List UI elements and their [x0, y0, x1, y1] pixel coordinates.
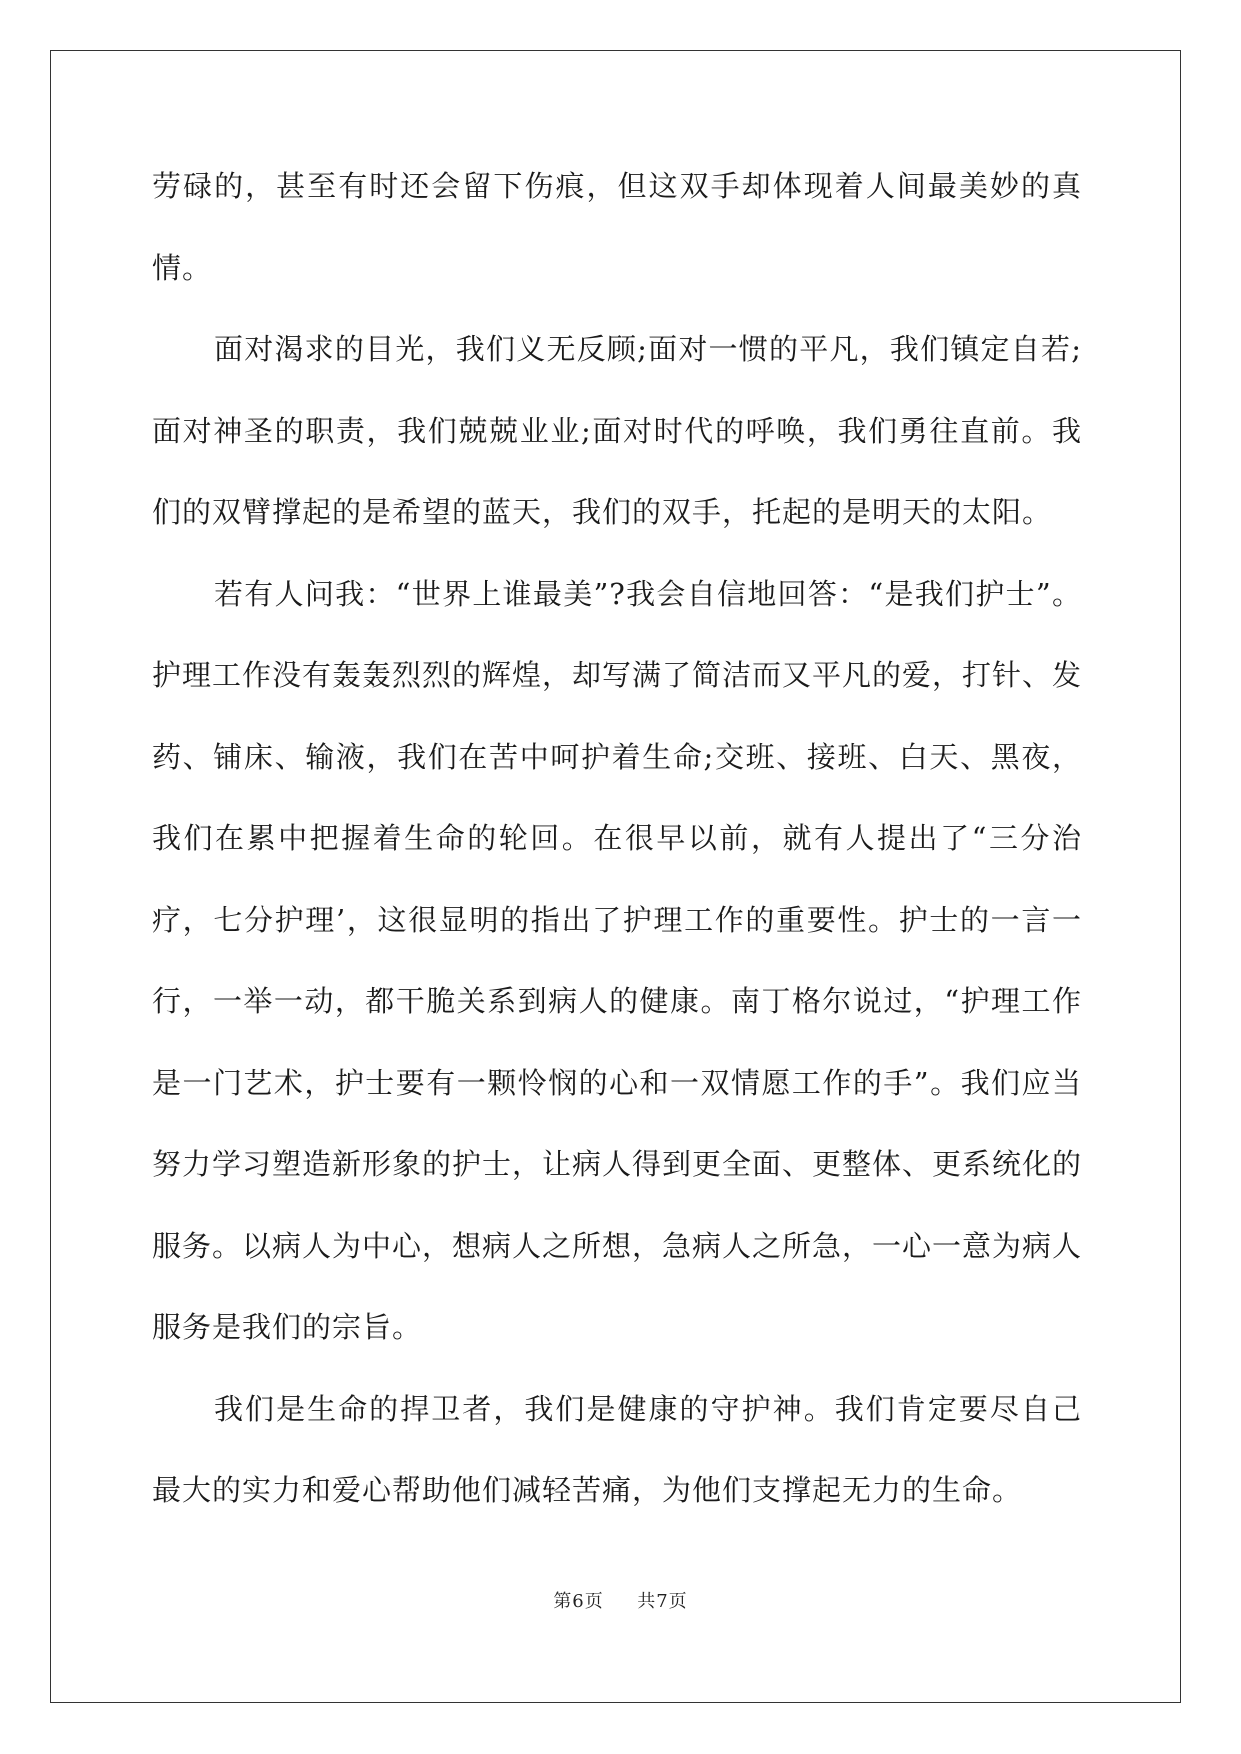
- paragraph-facing-duty: 面对渴求的目光，我们义无反顾;面对一惯的平凡，我们镇定自若;面对神圣的职责，我们兢兢业业;面对时代的呼唤，我们勇往直前。我们的双臂撑起的是希望的蓝天，我们的双手，托起的是明天的太阳。: [152, 332, 1082, 529]
- document-body: [152, 160, 1082, 1532]
- page-total: 共7页: [637, 1591, 688, 1612]
- page-number: 第6页: [553, 1591, 604, 1612]
- paragraph-continued: 劳碌的，甚至有时还会留下伤痕，但这双手却体现着人间最美妙的真情。: [152, 169, 1082, 285]
- paragraph-who-is-most-beautiful: 若有人问我：“世界上谁最美”?我会自信地回答：“是我们护士”。护理工作没有轰轰烈烈的辉煌，却写满了简洁而又平凡的爱，打针、发药、铺床、输液，我们在苦中呵护着生命;交班、接班、白天、黑夜，我们在累中把握着生命的轮回。在很早以前，就有人提出了“三分治疗，七分护理’，这很显明的指出了护理工作的重要性。护士的一言一行，一举一动，都干脆关系到病人的健康。南丁格尔说过，“护理工作是一门艺术，护士要有一颗怜悯的心和一双情愿工作的手”。我们应当努力学习塑造新形象的护士，让病人得到更全面、更整体、更系统化的服务。以病人为中心，想病人之所想，急病人之所急，一心一意为病人服务是我们的宗旨。: [152, 576, 1083, 1344]
- page-footer: [0, 1587, 1241, 1613]
- paragraph-guardians-of-life: 我们是生命的捍卫者，我们是健康的守护神。我们肯定要尽自己最大的实力和爱心帮助他们减轻苦痛，为他们支撑起无力的生命。: [152, 1391, 1082, 1507]
